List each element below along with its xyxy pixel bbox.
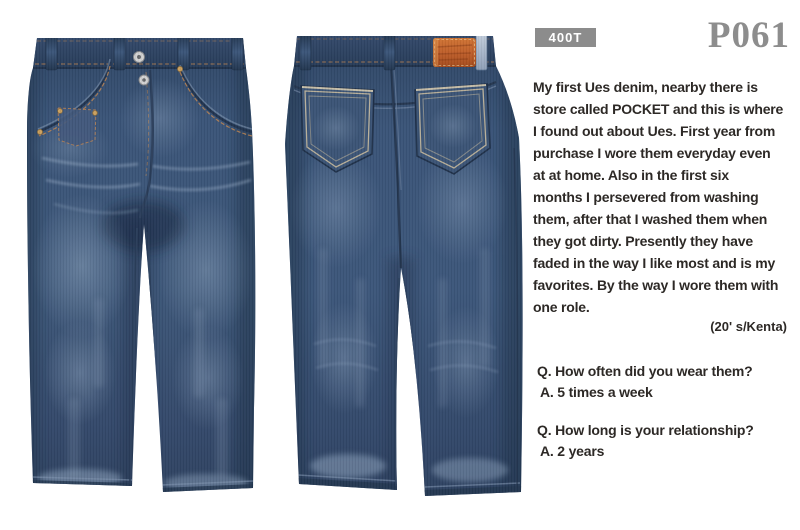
story-line: favorites. By the way I wore them with [533,277,779,293]
story-line: they got dirty. Presently they have [533,233,753,249]
story-line: faded in the way I like most and is my [533,255,776,271]
story-text [533,76,795,334]
qa-item [537,420,795,462]
story-line: them, after that I washed them when [533,211,768,227]
story-line: store called POCKET and this is where [533,101,784,117]
question-text: Q. How often did you wear them? [537,363,753,379]
story-line: one role. [533,299,590,315]
qa-item [537,361,795,403]
question-text: Q. How long is your relationship? [537,422,754,438]
qa-section [537,361,795,462]
back-jeans-photo [278,28,526,502]
page-code: P061 [707,15,790,56]
front-jeans-photo [10,28,265,502]
story-line: purchase I wore them everyday even [533,145,771,161]
answer-text: A. 5 times a week [540,384,653,400]
story-line: at at home. Also in the first six [533,167,729,183]
model-badge: 400T [535,28,596,47]
story-credit: (20' s/Kenta) [710,319,787,334]
story-line: I found out about Ues. First year from [533,123,776,139]
story-line: months I persevered from washing [533,189,759,205]
answer-text: A. 2 years [540,443,605,459]
story-line: My first Ues denim, nearby there is [533,79,758,95]
